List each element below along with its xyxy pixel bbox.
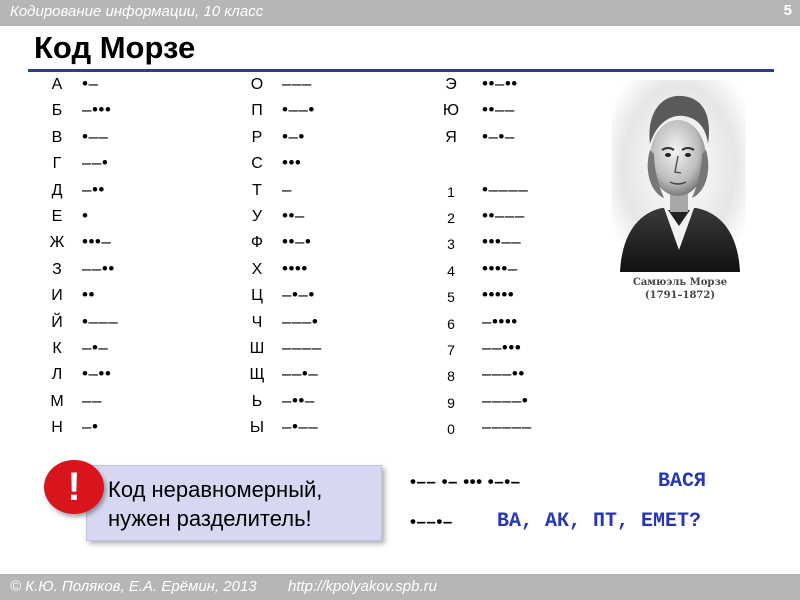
morse-code: ••–: [282, 205, 305, 225]
morse-code: –––••: [482, 364, 525, 384]
letter: Ь: [251, 392, 263, 410]
letter: Ы: [249, 419, 265, 437]
letter: Ц: [251, 287, 263, 305]
digit: 1: [447, 183, 455, 200]
footer-bar: [0, 574, 800, 600]
morse-code: •–––: [82, 311, 119, 331]
letter: П: [251, 102, 263, 120]
morse-code: ––•••: [482, 337, 522, 357]
morse-code: –••: [82, 179, 105, 199]
morse-code: ••••: [282, 258, 308, 278]
morse-code: •––•: [282, 100, 315, 120]
page-number: 5: [783, 2, 792, 19]
morse-code: –: [282, 179, 292, 199]
course-title: Кодирование информации, 10 класс: [10, 3, 264, 20]
morse-code: ––•: [82, 153, 109, 173]
letter: Я: [445, 128, 457, 146]
letter: З: [52, 260, 62, 278]
morse-code: ––: [82, 390, 102, 410]
letter: У: [251, 207, 263, 225]
morse-code: •––––: [482, 179, 529, 199]
letter: Й: [51, 313, 63, 331]
morse-code: ––••: [82, 258, 115, 278]
morse-code: •–•–: [482, 126, 515, 146]
morse-code: ••: [82, 285, 95, 305]
morse-code: –••–: [282, 390, 315, 410]
portrait-caption: [600, 276, 760, 302]
morse-code: •––: [82, 126, 109, 146]
letter: К: [52, 339, 62, 357]
letter: Н: [51, 419, 63, 437]
digit: 5: [447, 289, 455, 306]
digit: 3: [447, 236, 455, 253]
letter: О: [250, 76, 264, 93]
morse-code: ••••–: [482, 258, 518, 278]
callout-line-1: Код неравномерный,: [108, 477, 323, 502]
morse-code: •–••: [82, 364, 112, 384]
letter: Ф: [250, 234, 264, 252]
morse-code: •••••: [482, 285, 515, 305]
letter: И: [51, 287, 63, 305]
digit: 9: [447, 394, 455, 411]
example-1-code: •–– •– ••• •–•–: [410, 472, 521, 491]
portrait-image: [612, 80, 746, 272]
morse-code: –––: [282, 74, 312, 93]
page-title: Код Морзе: [34, 30, 196, 65]
letter: Щ: [249, 366, 265, 384]
letter: А: [51, 76, 63, 93]
letter: Ю: [442, 102, 460, 120]
letter: Б: [51, 102, 63, 120]
digit: 4: [447, 262, 455, 279]
callout-line-2: нужен разделитель!: [108, 506, 312, 531]
morse-code: ••––: [482, 100, 515, 120]
letter: М: [50, 392, 64, 410]
letter: Ж: [49, 234, 65, 252]
example-2-text: ВА, АК, ПТ, ЕМЕТ?: [497, 510, 702, 533]
morse-code: •–: [82, 74, 99, 93]
title-divider: [28, 69, 774, 72]
morse-code: –––––: [482, 417, 532, 437]
example-1-text: ВАСЯ: [658, 470, 707, 493]
morse-code: ••–••: [482, 74, 518, 93]
morse-code: ••–•: [282, 232, 312, 252]
letter: С: [251, 155, 263, 173]
letter: В: [51, 128, 63, 146]
portrait-years: (1791–1872): [644, 290, 716, 301]
letter: Г: [52, 155, 62, 173]
morse-code: •–•: [282, 126, 305, 146]
morse-code: –••••: [482, 311, 518, 331]
letter: Л: [51, 366, 63, 384]
digit: 0: [447, 421, 455, 438]
morse-code: –•••: [82, 100, 112, 120]
digit: 7: [447, 341, 455, 358]
morse-code: –•–: [82, 337, 109, 357]
letter: Р: [251, 128, 263, 146]
letter: Ш: [249, 339, 265, 357]
letter: Э: [445, 76, 457, 93]
morse-code: •••–: [82, 232, 112, 252]
morse-code: ••–––: [482, 205, 525, 225]
morse-code: ––––: [282, 337, 322, 357]
example-2-code: •––•–: [410, 512, 453, 531]
morse-code: •: [82, 205, 89, 225]
digit: 2: [447, 209, 455, 226]
letter: Т: [252, 181, 262, 199]
morse-code: •••––: [482, 232, 522, 252]
letter: Е: [51, 207, 63, 225]
letter: Д: [51, 181, 63, 199]
header-bar: [0, 0, 800, 26]
digit: 6: [447, 315, 455, 332]
exclamation-icon: !: [44, 460, 104, 514]
letter: Ч: [251, 313, 263, 331]
morse-code: •••: [282, 153, 302, 173]
morse-code: ––•–: [282, 364, 319, 384]
morse-code: ––––•: [482, 390, 529, 410]
callout-text: [108, 475, 322, 533]
morse-code: –•: [82, 417, 99, 437]
morse-code: –•––: [282, 417, 319, 437]
morse-code: –•–•: [282, 285, 315, 305]
morse-code: –––•: [282, 311, 319, 331]
portrait-name: Самюэль Морзе: [632, 277, 728, 288]
letter: Х: [251, 260, 263, 278]
footer-authors: © К.Ю. Поляков, Е.А. Ерёмин, 2013: [10, 578, 257, 595]
footer-site: http://kpolyakov.spb.ru: [288, 578, 437, 595]
digit: 8: [447, 368, 455, 385]
